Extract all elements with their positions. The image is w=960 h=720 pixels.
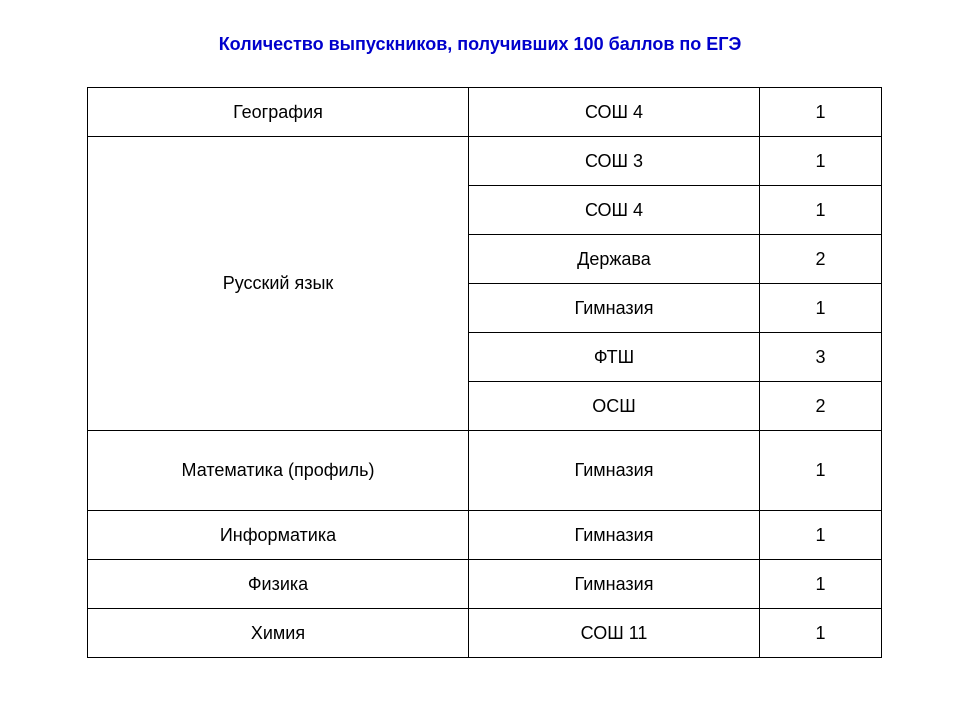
count-cell: 1: [760, 431, 882, 511]
school-cell: СОШ 11: [469, 609, 760, 658]
school-cell: Гимназия: [469, 284, 760, 333]
table-row: [88, 511, 882, 560]
school-cell: Гимназия: [469, 560, 760, 609]
table-row: [88, 431, 882, 511]
school-cell: СОШ 3: [469, 137, 760, 186]
school-cell: СОШ 4: [469, 186, 760, 235]
school-cell: Гимназия: [469, 431, 760, 511]
count-cell: 1: [760, 609, 882, 658]
count-cell: 1: [760, 88, 882, 137]
count-cell: 1: [760, 560, 882, 609]
school-cell: Держава: [469, 235, 760, 284]
subject-cell: Русский язык: [88, 137, 469, 431]
subject-cell: Физика: [88, 560, 469, 609]
count-cell: 1: [760, 284, 882, 333]
results-table: [87, 87, 882, 658]
table-row: [88, 609, 882, 658]
count-cell: 1: [760, 186, 882, 235]
table-row: [88, 560, 882, 609]
table-row: [88, 88, 882, 137]
page-title: Количество выпускников, получивших 100 баллов по ЕГЭ: [218, 34, 742, 54]
count-cell: 2: [760, 235, 882, 284]
count-cell: 1: [760, 137, 882, 186]
table-row: [88, 137, 882, 186]
school-cell: СОШ 4: [469, 88, 760, 137]
count-cell: 1: [760, 511, 882, 560]
subject-cell: Математика (профиль): [88, 431, 469, 511]
count-cell: 3: [760, 333, 882, 382]
subject-cell: Химия: [88, 609, 469, 658]
school-cell: Гимназия: [469, 511, 760, 560]
count-cell: 2: [760, 382, 882, 431]
school-cell: ФТШ: [469, 333, 760, 382]
school-cell: ОСШ: [469, 382, 760, 431]
subject-cell: География: [88, 88, 469, 137]
subject-cell: Информатика: [88, 511, 469, 560]
